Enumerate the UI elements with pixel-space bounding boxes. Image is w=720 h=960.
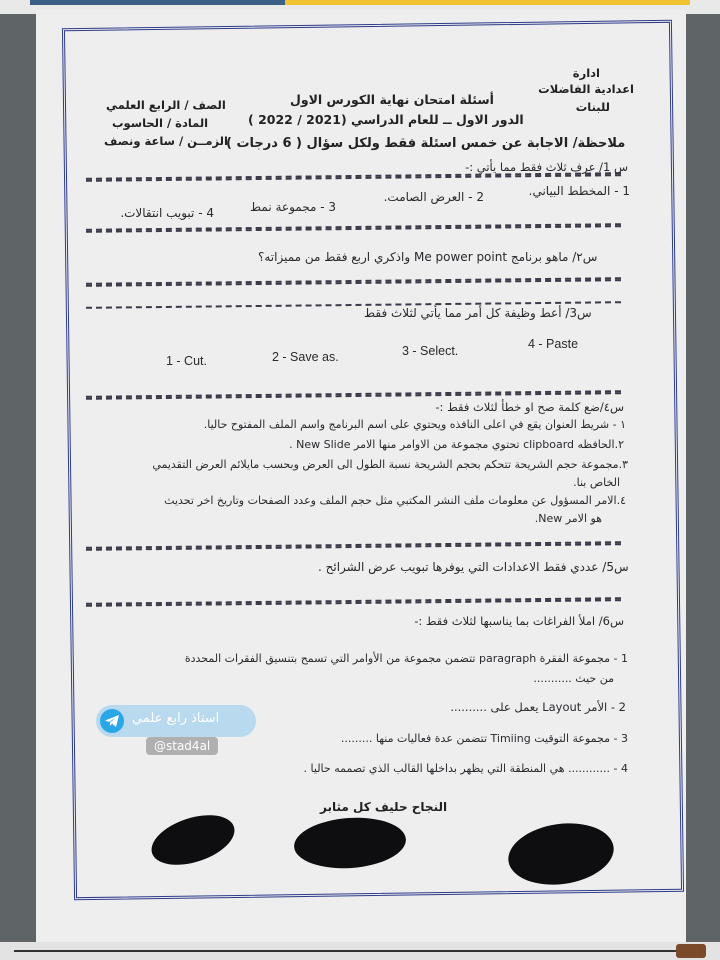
school-type: للبنات [575,100,610,114]
q3-prompt: س3/ أعط وظيفة كل أمر مما يأتي لثلاث فقط [364,306,592,320]
school-name: اعدادية الفاضلات [538,82,634,96]
q3-item-1: 1 - Cut. [166,354,207,368]
top-bar-yellow-strip [285,0,690,5]
q1-item-3: 3 - مجموعة نمط [250,200,336,214]
q6-item-1: 1 - مجموعة الفقرة paragraph تتضمن مجموعة من الأوامر التي تسمح بتنسيق الفقرات المحددة [184,652,628,665]
q6-item-4: 4 - ............ هي المنطقة التي يظهر بداخلها القالب الذي تصممه حاليا . [303,762,628,775]
q1-item-1: 1 - المخطط البياني. [528,184,630,198]
q5-prompt: س5/ عددي فقط الاعدادات التي يوفرها تبويب عرض الشرائح . [318,560,629,574]
q1-prompt: س 1/ عرف ثلاث فقط مما يأتي :- [465,160,628,174]
school-admin-line: ادارة [572,66,600,80]
grade-label: الصف / الرابع العلمي [106,98,226,112]
q1-item-4: 4 - تبويب انتقالات. [120,206,214,220]
q4-item-1: ١ - شريط العنوان يقع في اعلى النافذه ويحتوي على اسم البرنامج واسم الملف المفتوح حاليا. [203,418,626,431]
q4-prompt: س٤/ضع كلمة صح او خطأ لثلاث فقط :- [435,400,624,414]
watermark-name: استاذ رابع علمي [132,711,220,726]
q3-item-4: 4 - Paste [528,337,579,351]
q2-prompt: س٢/ ماهو برنامج Me power point واذكري اربع فقط من مميزاته؟ [258,250,598,264]
bottom-bar [0,942,720,960]
q4-item-2: ٢.الحافظه clipboard تحتوي مجموعة من الاوامر منها الامر New Slide . [289,438,624,451]
q3-item-2: 2 - Save as. [272,350,339,364]
subject-label: المادة / الحاسوب [112,116,209,130]
q3-item-3: 3 - Select. [402,344,459,358]
top-bar-blue-strip [30,0,285,5]
closing-line: النجاح حليف كل مثابر [320,800,448,814]
next-image-thumbnail [676,944,706,958]
bottom-divider [14,950,704,952]
time-label: الزمــن / ساعة ونصف [104,134,228,148]
telegram-icon [100,709,124,733]
q4-item-3: ٣.مجموعة حجم الشريحة تتحكم بحجم الشريحة نسبة الطول الى العرض وبحسب مايلائم العرض التقديمي [152,458,628,471]
q6-prompt: س6/ املأ الفراغات بما يناسبها لثلاث فقط :- [414,614,624,628]
q4-item-4-cont: هو الامر New. [534,512,602,525]
q4-item-3-cont: الخاص بنا. [573,476,620,489]
exam-note: ملاحظة/ الاجابة عن خمس اسئلة فقط ولكل سؤال ( 6 درجات ) [226,136,626,151]
q6-item-1-cont: من حيث ........... [533,672,614,685]
exam-subtitle: الدور الاول ــ للعام الدراسي (2021 / 2022 ) [248,112,524,127]
q6-item-2: 2 - الأمر Layout يعمل على .......... [450,700,626,714]
q6-item-3: 3 - مجموعة التوقيت Timiing تتضمن عدة فعاليات منها ......... [340,732,628,745]
q1-item-2: 2 - العرض الصامت. [383,190,484,204]
exam-title: أسئلة امتحان نهاية الكورس الاول [290,92,494,107]
watermark-handle: @stad4al [146,737,218,755]
q4-item-4: ٤.الامر المسؤول عن معلومات ملف النشر المكتبي مثل حجم الملف وعدد الصفحات وتاريخ اخر تحديث [164,494,626,507]
